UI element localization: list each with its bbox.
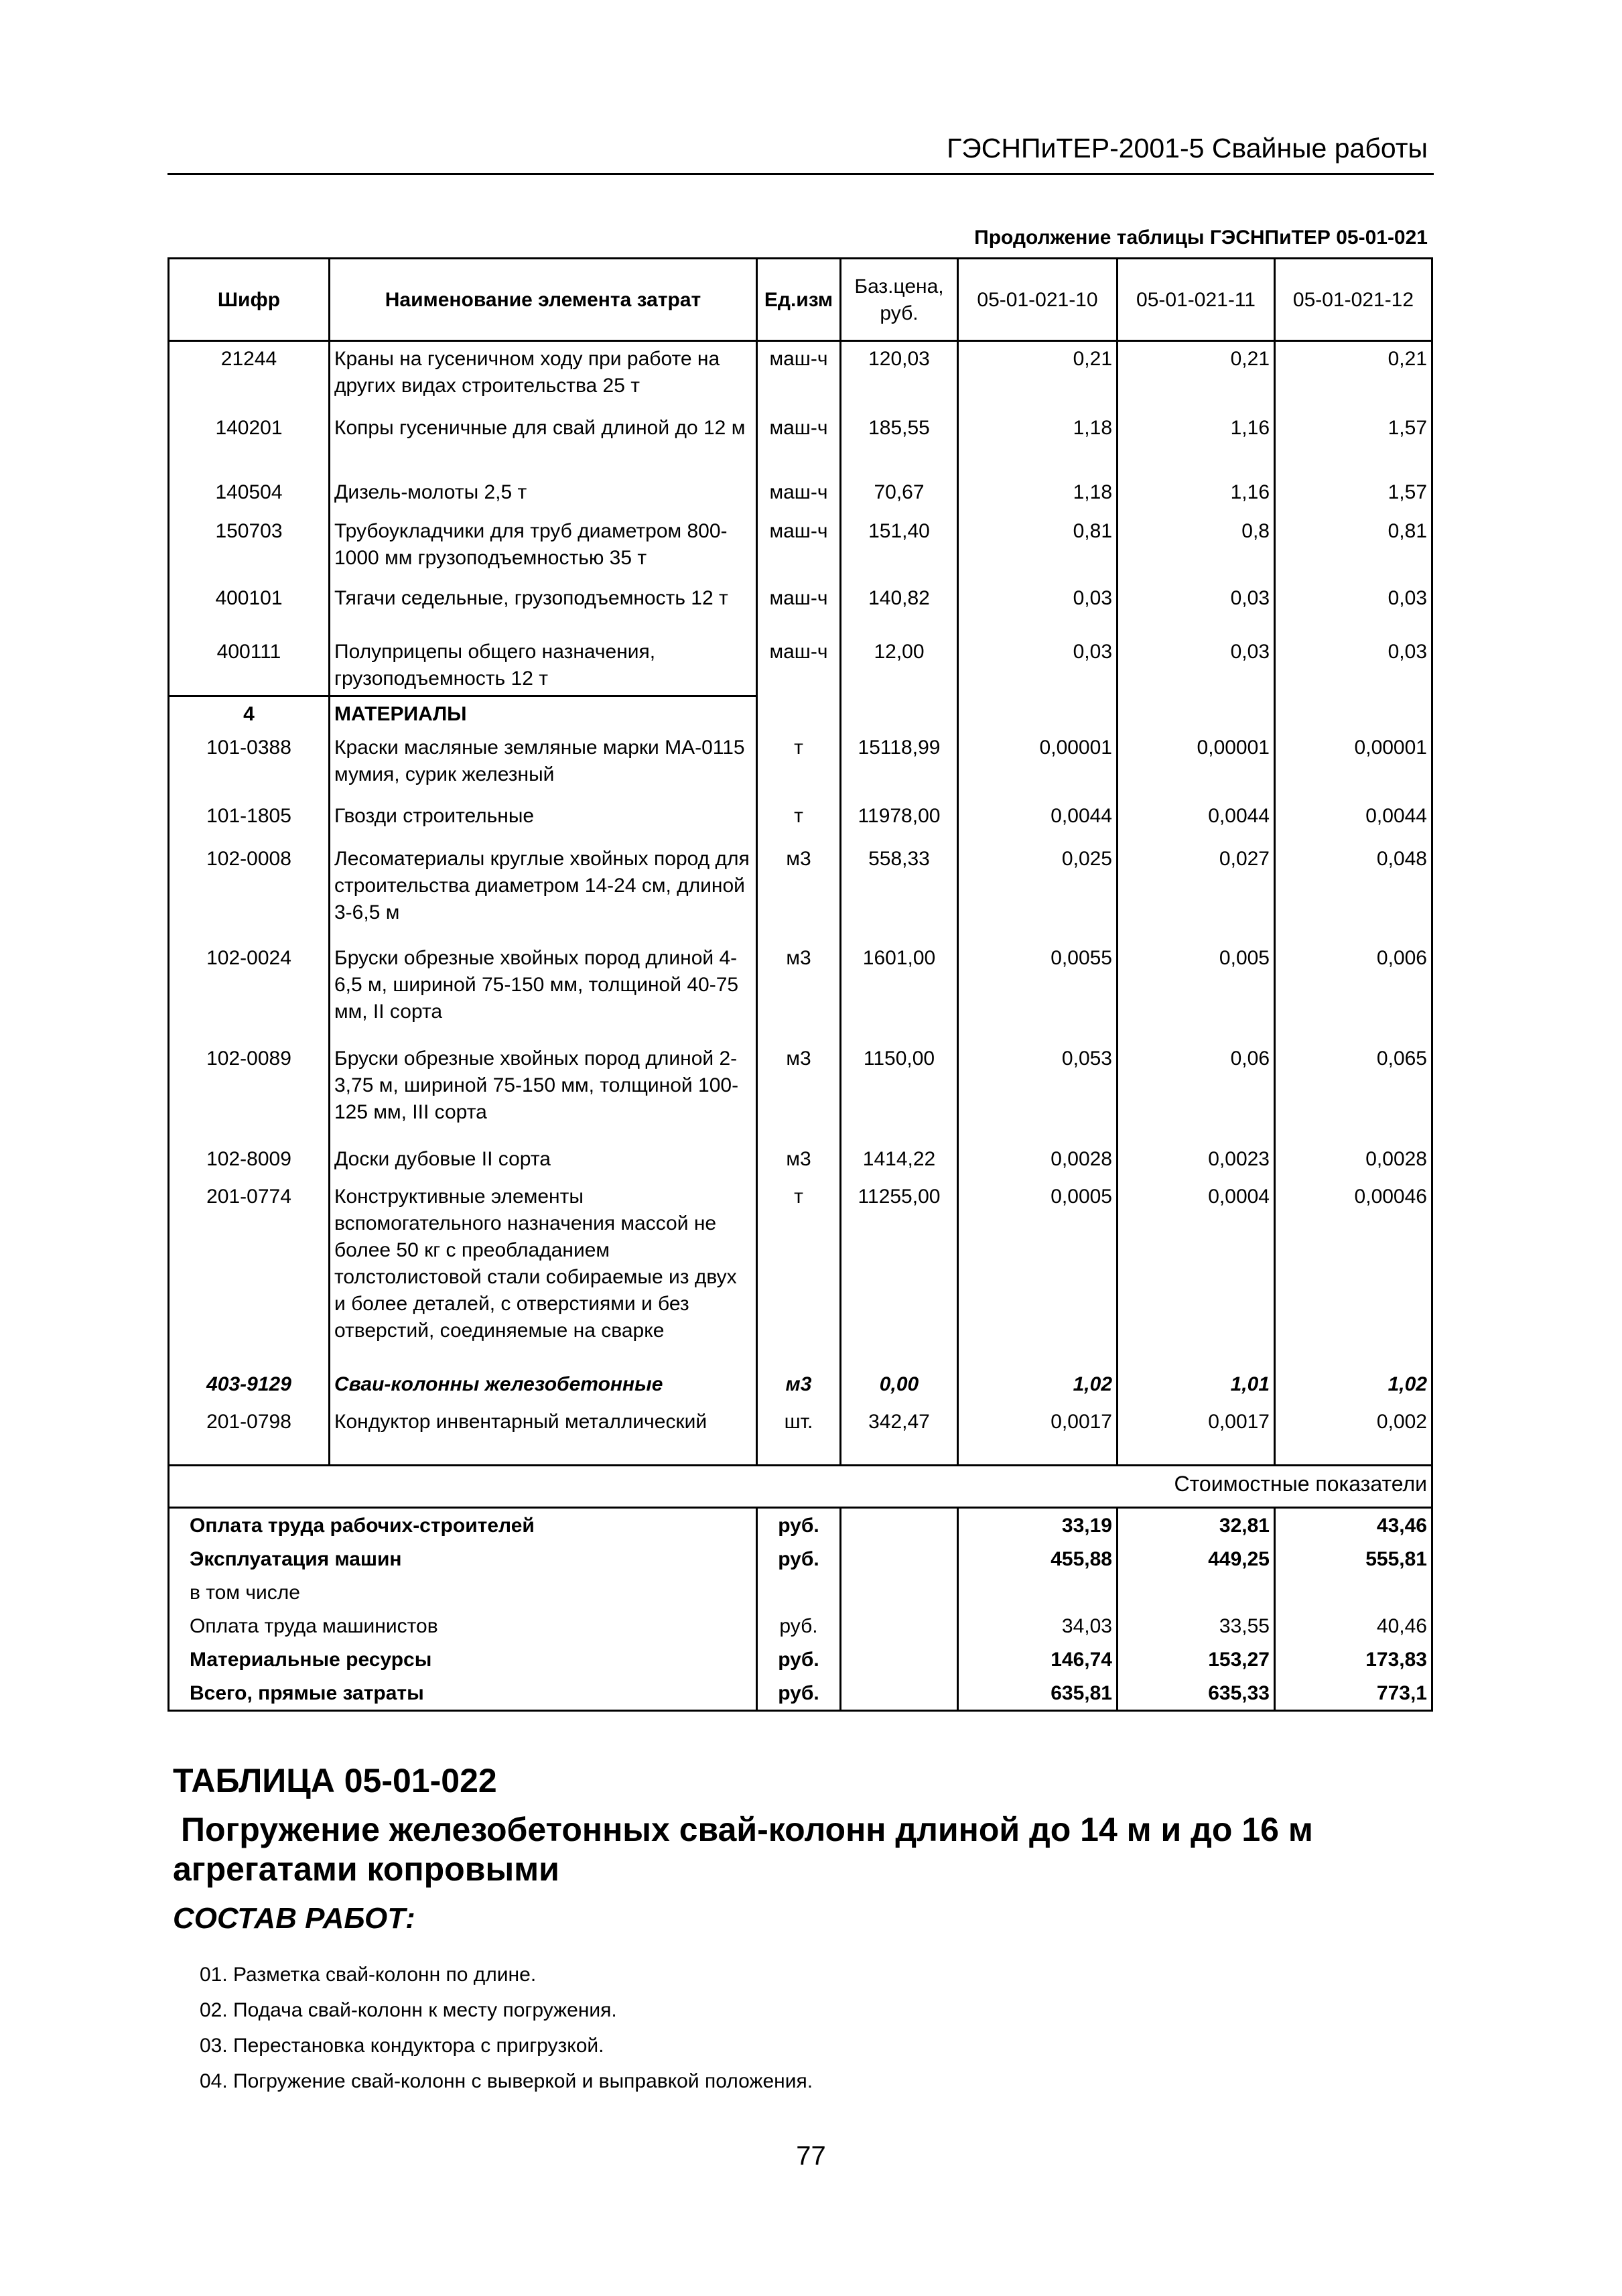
cost-value-3: 40,46	[1275, 1609, 1432, 1643]
cost-value-1: 33,19	[958, 1507, 1118, 1542]
cost-value-2: 153,27	[1118, 1643, 1275, 1676]
row-name: Гвозди строительные	[330, 799, 757, 842]
row-code: 140201	[169, 411, 330, 475]
row-value-2: 0,03	[1118, 581, 1275, 635]
cost-value-2: 33,55	[1118, 1609, 1275, 1643]
cost-value-2: 449,25	[1118, 1542, 1275, 1576]
row-code: 201-0798	[169, 1405, 330, 1465]
cost-value-3: 43,46	[1275, 1507, 1432, 1542]
row-value-2: 0,21	[1118, 341, 1275, 411]
cost-label: в том числе	[169, 1576, 757, 1609]
row-value-3: 0,006	[1275, 941, 1432, 1041]
row-unit: маш-ч	[757, 514, 841, 581]
row-value-2: 0,00001	[1118, 730, 1275, 799]
row-unit: маш-ч	[757, 411, 841, 475]
row-price: 12,00	[841, 635, 958, 696]
row-price: 11978,00	[841, 799, 958, 842]
table-row	[169, 842, 1432, 941]
row-unit: м3	[757, 941, 841, 1041]
table-row	[169, 635, 1432, 696]
col-name-header: Наименование элемента затрат	[330, 259, 757, 341]
cost-label: Материальные ресурсы	[169, 1643, 757, 1676]
table-row	[169, 1405, 1432, 1465]
table-row	[169, 799, 1432, 842]
row-code: 400111	[169, 635, 330, 696]
row-name: Трубоукладчики для труб диаметром 800-1000 мм грузоподъемностью 35 т	[330, 514, 757, 581]
col-code-header: Шифр	[169, 259, 330, 341]
row-code: 140504	[169, 475, 330, 514]
row-value-1: 1,18	[958, 411, 1118, 475]
continuation-caption: Продолжение таблицы ГЭСНПиТЕР 05-01-021	[974, 227, 1428, 249]
cost-row	[169, 1507, 1432, 1542]
table-header-row	[169, 259, 1432, 341]
row-unit: м3	[757, 1367, 841, 1405]
list-item: 01. Разметка свай-колонн по длине.	[200, 1964, 537, 1986]
row-value-2: 0,06	[1118, 1041, 1275, 1142]
table-row	[169, 411, 1432, 475]
row-value-2: 0,8	[1118, 514, 1275, 581]
cost-unit	[757, 1576, 841, 1609]
row-price: 11255,00	[841, 1179, 958, 1367]
row-price: 342,47	[841, 1405, 958, 1465]
row-name: Полуприцепы общего назначения, грузоподъемность 12 т	[330, 635, 757, 696]
cost-row	[169, 1676, 1432, 1711]
row-unit: маш-ч	[757, 341, 841, 411]
cost-value-3: 555,81	[1275, 1542, 1432, 1576]
col-price-header: Баз.цена, руб.	[841, 259, 958, 341]
row-code: 400101	[169, 581, 330, 635]
row-value-3: 0,81	[1275, 514, 1432, 581]
row-price: 1150,00	[841, 1041, 958, 1142]
row-value-3: 0,002	[1275, 1405, 1432, 1465]
cost-row	[169, 1609, 1432, 1643]
cost-label-row	[169, 1465, 1432, 1507]
resource-table	[167, 257, 1433, 1712]
page-number: 77	[796, 2141, 826, 2171]
cost-value-2	[1118, 1576, 1275, 1609]
cost-unit: руб.	[757, 1542, 841, 1576]
cost-label: Оплата труда машинистов	[169, 1609, 757, 1643]
row-value-1: 1,02	[958, 1367, 1118, 1405]
cost-unit: руб.	[757, 1609, 841, 1643]
col-norm-3-header: 05-01-021-12	[1275, 259, 1432, 341]
col-norm-1-header: 05-01-021-10	[958, 259, 1118, 341]
row-code: 101-1805	[169, 799, 330, 842]
cost-label: Оплата труда рабочих-строителей	[169, 1507, 757, 1542]
row-name: Лесоматериалы круглые хвойных пород для строительства диаметром 14-24 см, длиной 3-6,5 м	[330, 842, 757, 941]
row-value-2: 0,0044	[1118, 799, 1275, 842]
row-name: Сваи-колонны железобетонные	[330, 1367, 757, 1405]
row-price: 558,33	[841, 842, 958, 941]
row-value-1: 0,81	[958, 514, 1118, 581]
cost-value-3	[1275, 1576, 1432, 1609]
row-value-2: 0,0023	[1118, 1142, 1275, 1179]
table-row	[169, 1367, 1432, 1405]
row-value-2: 0,027	[1118, 842, 1275, 941]
row-value-3: 1,57	[1275, 475, 1432, 514]
row-name: Конструктивные элементы вспомогательного назначения массой не более 50 кг с преобладанием толстолистовой стали собираемые из двух и более деталей, с отверстиями и без отверстий, соединяемые на сварке	[330, 1179, 757, 1367]
cost-value-1	[958, 1576, 1118, 1609]
table-row	[169, 941, 1432, 1041]
row-value-1: 0,0044	[958, 799, 1118, 842]
row-value-1: 0,0005	[958, 1179, 1118, 1367]
row-price: 1601,00	[841, 941, 958, 1041]
section-code: 4	[169, 696, 330, 731]
row-value-2: 0,005	[1118, 941, 1275, 1041]
row-code: 403-9129	[169, 1367, 330, 1405]
running-header: ГЭСНПиТЕР-2001-5 Свайные работы	[947, 133, 1428, 164]
table-row	[169, 514, 1432, 581]
row-code: 21244	[169, 341, 330, 411]
row-price: 120,03	[841, 341, 958, 411]
row-value-1: 0,053	[958, 1041, 1118, 1142]
row-value-1: 0,03	[958, 635, 1118, 696]
row-value-2: 0,0017	[1118, 1405, 1275, 1465]
row-name: Копры гусеничные для свай длиной до 12 м	[330, 411, 757, 475]
table-subtitle-line-1: Погружение железобетонных свай-колонн длиной до 14 м и до 16 м	[181, 1811, 1313, 1848]
row-value-2: 0,03	[1118, 635, 1275, 696]
cost-value-1: 34,03	[958, 1609, 1118, 1643]
row-name: Тягачи седельные, грузоподъемность 12 т	[330, 581, 757, 635]
cost-value-3: 773,1	[1275, 1676, 1432, 1711]
row-unit: шт.	[757, 1405, 841, 1465]
works-heading: СОСТАВ РАБОТ:	[173, 1902, 415, 1935]
row-price: 15118,99	[841, 730, 958, 799]
row-price: 70,67	[841, 475, 958, 514]
cost-row	[169, 1542, 1432, 1576]
row-value-3: 1,02	[1275, 1367, 1432, 1405]
list-item: 04. Погружение свай-колонн с выверкой и выправкой положения.	[200, 2070, 813, 2092]
table-row	[169, 1041, 1432, 1142]
row-unit: т	[757, 1179, 841, 1367]
row-unit: м3	[757, 1041, 841, 1142]
table-row	[169, 341, 1432, 411]
cost-value-1: 146,74	[958, 1643, 1118, 1676]
row-unit: маш-ч	[757, 635, 841, 696]
row-code: 102-0089	[169, 1041, 330, 1142]
row-value-3: 0,21	[1275, 341, 1432, 411]
row-value-2: 0,0004	[1118, 1179, 1275, 1367]
row-code: 150703	[169, 514, 330, 581]
row-price: 1414,22	[841, 1142, 958, 1179]
table-row	[169, 1179, 1432, 1367]
cost-row	[169, 1576, 1432, 1609]
cost-label: Эксплуатация машин	[169, 1542, 757, 1576]
row-value-3: 0,0044	[1275, 799, 1432, 842]
table-row	[169, 730, 1432, 799]
material-rows	[169, 696, 1432, 1466]
row-value-3: 0,048	[1275, 842, 1432, 941]
row-code: 101-0388	[169, 730, 330, 799]
row-name: Бруски обрезные хвойных пород длиной 2-3,75 м, шириной 75-150 мм, толщиной 100-125 мм, III сорта	[330, 1041, 757, 1142]
cost-unit: руб.	[757, 1507, 841, 1542]
machine-rows	[169, 341, 1432, 696]
row-code: 102-0008	[169, 842, 330, 941]
row-value-3: 0,065	[1275, 1041, 1432, 1142]
row-price: 140,82	[841, 581, 958, 635]
row-value-2: 1,16	[1118, 411, 1275, 475]
row-name: Дизель-молоты 2,5 т	[330, 475, 757, 514]
row-name: Краски масляные земляные марки МА-0115 мумия, сурик железный	[330, 730, 757, 799]
section-name: МАТЕРИАЛЫ	[330, 696, 757, 731]
row-price: 185,55	[841, 411, 958, 475]
row-unit: м3	[757, 1142, 841, 1179]
row-unit: маш-ч	[757, 475, 841, 514]
row-code: 201-0774	[169, 1179, 330, 1367]
row-name: Бруски обрезные хвойных пород длиной 4-6,5 м, шириной 75-150 мм, толщиной 40-75 мм, II сорта	[330, 941, 757, 1041]
row-name: Кондуктор инвентарный металлический	[330, 1405, 757, 1465]
cost-unit: руб.	[757, 1643, 841, 1676]
row-name: Доски дубовые II сорта	[330, 1142, 757, 1179]
table-row	[169, 1142, 1432, 1179]
table-row	[169, 581, 1432, 635]
row-unit: т	[757, 799, 841, 842]
cost-indicators-label: Стоимостные показатели	[958, 1465, 1432, 1507]
row-name: Краны на гусеничном ходу при работе на других видах строительства 25 т	[330, 341, 757, 411]
cost-value-1: 635,81	[958, 1676, 1118, 1711]
row-value-3: 0,03	[1275, 581, 1432, 635]
row-value-1: 0,0017	[958, 1405, 1118, 1465]
materials-section-row	[169, 696, 1432, 731]
row-value-1: 1,18	[958, 475, 1118, 514]
cost-unit: руб.	[757, 1676, 841, 1711]
row-price: 151,40	[841, 514, 958, 581]
row-value-3: 0,00001	[1275, 730, 1432, 799]
col-norm-2-header: 05-01-021-11	[1118, 259, 1275, 341]
row-value-3: 0,03	[1275, 635, 1432, 696]
cost-label: Всего, прямые затраты	[169, 1676, 757, 1711]
row-price: 0,00	[841, 1367, 958, 1405]
row-code: 102-0024	[169, 941, 330, 1041]
cost-rows	[169, 1465, 1432, 1710]
cost-row	[169, 1643, 1432, 1676]
row-value-1: 0,0028	[958, 1142, 1118, 1179]
row-unit: м3	[757, 842, 841, 941]
row-unit: т	[757, 730, 841, 799]
row-value-3: 0,00046	[1275, 1179, 1432, 1367]
list-item: 03. Перестановка кондуктора с пригрузкой.	[200, 2035, 604, 2057]
row-value-3: 0,0028	[1275, 1142, 1432, 1179]
header-rule	[167, 173, 1434, 175]
table-row	[169, 475, 1432, 514]
row-value-2: 1,16	[1118, 475, 1275, 514]
row-unit: маш-ч	[757, 581, 841, 635]
cost-value-2: 635,33	[1118, 1676, 1275, 1711]
row-value-1: 0,0055	[958, 941, 1118, 1041]
cost-value-1: 455,88	[958, 1542, 1118, 1576]
row-value-1: 0,21	[958, 341, 1118, 411]
table-title: ТАБЛИЦА 05-01-022	[173, 1762, 497, 1799]
row-value-1: 0,03	[958, 581, 1118, 635]
col-unit-header: Ед.изм	[757, 259, 841, 341]
row-value-3: 1,57	[1275, 411, 1432, 475]
cost-value-3: 173,83	[1275, 1643, 1432, 1676]
cost-value-2: 32,81	[1118, 1507, 1275, 1542]
works-list	[200, 1957, 813, 2099]
row-value-2: 1,01	[1118, 1367, 1275, 1405]
list-item: 02. Подача свай-колонн к месту погружения.	[200, 1999, 617, 2021]
table-subtitle-line-2: агрегатами копровыми	[173, 1850, 559, 1888]
row-value-1: 0,00001	[958, 730, 1118, 799]
row-value-1: 0,025	[958, 842, 1118, 941]
row-code: 102-8009	[169, 1142, 330, 1179]
